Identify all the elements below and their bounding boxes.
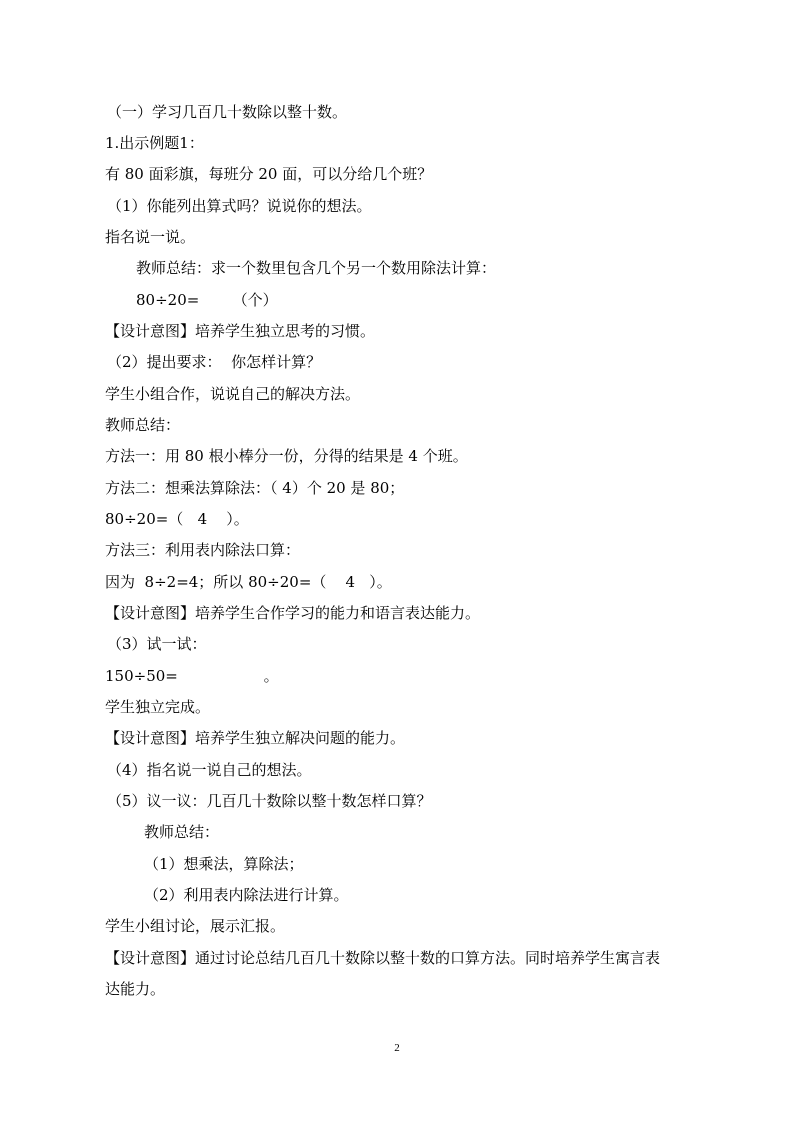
summary-point-2: （2）利用表内除法进行计算。 <box>144 886 349 904</box>
design-intent-continued: 达能力。 <box>105 980 166 998</box>
method-3: 方法三：利用表内除法口算： <box>105 541 301 559</box>
summary-point-1: （1）想乘法，算除法； <box>144 855 304 873</box>
question-5: （5）议一议：几百几十数除以整十数怎样口算？ <box>107 792 432 810</box>
example-heading: 1.出示例题1： <box>105 134 204 152</box>
text-line: 指名说一说。 <box>105 228 196 246</box>
example-problem: 有 80 面彩旗，每班分 20 面，可以分给几个班？ <box>105 165 433 183</box>
equation: 80÷20=（ 4 ）。 <box>105 510 249 528</box>
section-heading: （一）学习几百几十数除以整十数。 <box>107 103 348 121</box>
teacher-summary: 教师总结：求一个数里包含几个另一个数用除法计算： <box>136 259 497 277</box>
text-line: 因为 8÷2=4；所以 80÷20=（ 4 ）。 <box>105 573 392 591</box>
design-intent: 【设计意图】培养学生独立解决问题的能力。 <box>105 729 406 747</box>
question-2: （2）提出要求： 你怎样计算？ <box>107 353 322 371</box>
design-intent: 【设计意图】培养学生独立思考的习惯。 <box>105 322 376 340</box>
teacher-summary: 教师总结： <box>144 823 220 841</box>
text-line: 学生小组合作，说说自己的解决方法。 <box>105 385 361 403</box>
design-intent: 【设计意图】通过讨论总结几百几十数除以整十数的口算方法。同时培养学生寓言表 <box>105 949 661 967</box>
design-intent: 【设计意图】培养学生合作学习的能力和语言表达能力。 <box>105 604 481 622</box>
question-1: （1）你能列出算式吗？说说你的想法。 <box>107 197 372 215</box>
equation: 150÷50= 。 <box>105 667 279 685</box>
method-2: 方法二：想乘法算除法：（ 4）个 20 是 80； <box>105 479 405 497</box>
method-1: 方法一：用 80 根小棒分一份，分得的结果是 4 个班。 <box>105 447 468 465</box>
question-4: （4）指名说一说自己的想法。 <box>107 761 312 779</box>
text-line: 教师总结： <box>105 416 181 434</box>
text-line: 学生小组讨论，展示汇报。 <box>105 917 286 935</box>
question-3: （3）试一试： <box>107 635 207 653</box>
equation: 80÷20= （个） <box>136 291 278 309</box>
page-number: 2 <box>394 1042 400 1054</box>
text-line: 学生独立完成。 <box>105 698 211 716</box>
